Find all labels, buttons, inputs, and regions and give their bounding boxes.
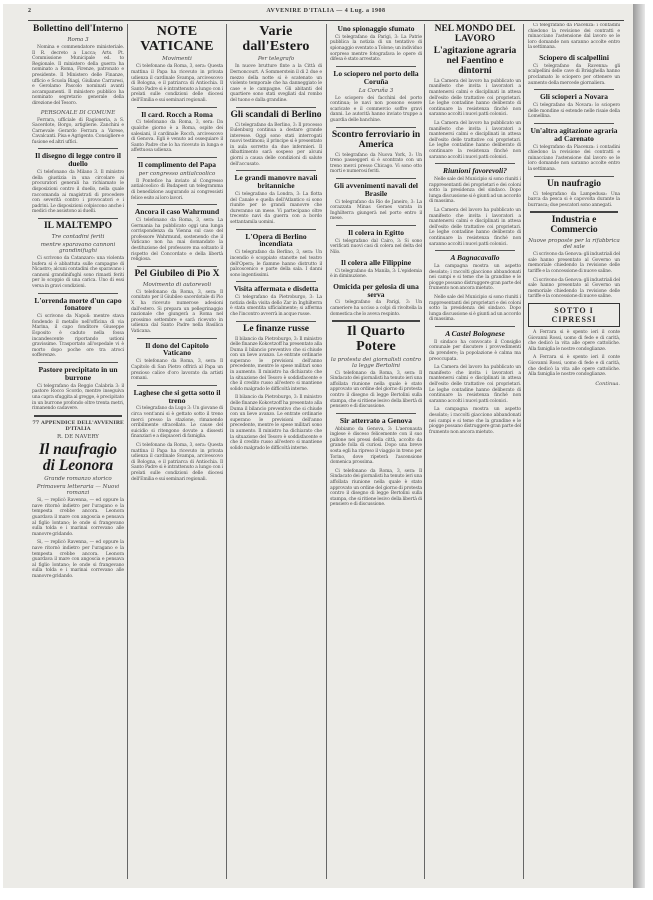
article-body: Ci scrivono da Genova: gli industriali del sale hanno presentato al Governo un memoriale chiedendo la revisione delle tariffe e la concessione di nuove saline. (528, 252, 620, 275)
article-separator (137, 385, 217, 386)
section-headline: Il Quarto Potere (346, 324, 406, 354)
section-headline: Industria e Commercio (550, 215, 598, 236)
continued-label: Continua. (595, 380, 620, 387)
article-subhead: Roma 3 (67, 36, 89, 43)
article-body: Ci telegrafano da Piacenza: i contadini chiedono la revisione dei contratti e minacciano l'astensione dal lavoro se le loro domande non saranno accolte entro la settimana. (528, 144, 620, 172)
article-headline: Il dono del Capitolo Vaticano (145, 340, 209, 358)
article-separator (332, 320, 420, 322)
article-headline: Il disegno di legge contro il duello (35, 151, 121, 169)
article-subhead: Tre contadini feriti (51, 233, 105, 240)
article-separator (137, 266, 217, 267)
article-body: Il bilancio da Pietroburgo, 3: Il ministro delle finanze Kokovtzoff ha presentato alla Duma il bilancio preventivo che si chiude con un lieve avanzo. Le entrate ordinarie superano le previsioni dell'anno precedente, mentre le spese militari sono in aumento. Il ministro ha dichiarato che la situazione del Tesoro è soddisfacente e che il credito russo all'estero si mantiene solido malgrado le difficoltà interne. (230, 395, 322, 451)
article-subhead: la protesta dei giornalisti contro la legge Bertolini (330, 356, 422, 369)
article-body: Ci telefonano da Roma, 3, sera: Da qualche giorno è a Roma, ospite dei salesiani, il cardinale Rocch, arcivescovo di Genova. Egli è venuto ad ossequiare il Santo Padre che lo ha ricevuto in lunga e affettuosa udienza. (131, 120, 223, 154)
article-headline: A Bagnacavallo (450, 253, 500, 263)
article-headline: Un naufragio (546, 178, 602, 189)
article-separator (435, 250, 515, 251)
article-body: A Ferrara si è spento ieri il conte Giovanni Rossi, uomo di fede e di carità, che dedicò la vita alle opere cattoliche. Alla famiglia le nostre condoglianze. (528, 330, 620, 352)
article-headline: Riunioni favorevoli? (443, 166, 507, 176)
article-body: Ci telegrafano da Lampedusa: Una barca da pesca si è capovolta durante la burrasca; due pescatori sono annegati. (528, 191, 620, 208)
article-separator (38, 218, 118, 219)
article-body: Ci telegrafano da Piacenza: i contadini chiedono la revisione dei contratti e minacciano l'astensione dal lavoro se le loro domande non saranno accolte entro la settimana. (528, 23, 620, 51)
column-1 (32, 23, 124, 881)
article-body: Ci telegrafano da Pietroburgo, 3: La notizia della visita dello Zar in Inghilterra è stata smentita ufficialmente; si afferma che l'incontro avverrà in acque russe. (230, 295, 322, 317)
article-body: Ci telefonano da Roma, 3, sera: Il comitato per il Giubileo sacerdotale di Pio X ha ricevuto numerose adesioni dall'estero. Si prepara un pellegrinaggio nazionale che giungerà a Roma nel prossimo settembre e sarà ricevuto in udienza dal Santo Padre nella Basilica Vaticana. (131, 289, 223, 334)
article-body: La Camera del lavoro ha pubblicato un manifesto che invita i lavoratori a mantenersi calmi e disciplinati in attesa dell'esito delle trattative coi proprietari. Le leghe contadine hanno deliberato di continuare la resistenza finché non saranno accolti i nuovi patti colonici. (429, 365, 521, 404)
article-headline: Il colera alle Filippine (340, 257, 412, 267)
author-name: R. DE NAVERY (57, 433, 99, 440)
article-separator (236, 321, 316, 322)
article-separator (435, 326, 515, 327)
article-subhead: Movimenti (162, 56, 192, 63)
section-headline: NOTE VATICANE (140, 24, 214, 54)
article-subhead: mentre sparavano cannoni grandinifughi (40, 241, 116, 254)
article-separator (236, 107, 316, 108)
column-rule (226, 24, 227, 879)
article-subhead: La Coruña 3 (358, 87, 394, 94)
article-headline: Pastore precipitato in un burrone (38, 365, 118, 382)
article-headline: Le grandi manovre navali britanniche (234, 173, 318, 191)
article-body: Ci telegrafano da Nuova York, 3: Un treno passeggeri si è scontrato con un treno merci presso Chicago. Vi sono otto morti e numerosi feriti. (330, 152, 422, 175)
article-body: Ci telefonano da Roma, 3, sera: La Germania ha pubblicato oggi una lunga corrispondenza da Vienna sul caso del professore Wahrmund, sostenendo che il Vaticano non ha mai domandato la destituzione del professore ma soltanto il rispetto del Concordato e della libertà religiosa. (131, 218, 223, 263)
article-headline: A Castel Bolognese (445, 328, 505, 338)
column-3 (230, 23, 322, 881)
top-rule (28, 20, 624, 21)
article-body: Il bilancio da Pietroburgo, 3: Il ministro delle finanze Kokovtzoff ha presentato alla Duma il bilancio preventivo che si chiude con un lieve avanzo. Le entrate ordinarie superano le previsioni dell'anno precedente, mentre le spese militari sono in aumento. Il ministro ha dichiarato che la situazione del Tesoro è soddisfacente e che il credito russo all'estero si mantiene solido malgrado le difficoltà interne. (230, 336, 322, 392)
article-body: In nuove brutture finte a la Città di Dernoncourt. A Sommerstein il di 2 due e mezzo della notte si è scatenato un violento temporale che ha danneggiato le case e le campagne. Gli abitanti del quartiere sono stati svegliati dal rombo del tuono e dalla grandine. (230, 64, 322, 103)
article-headline: Un'altra agitazione agraria ad Carenato (530, 125, 618, 143)
article-subhead: Per telegrafo (257, 56, 295, 63)
column-rule (424, 24, 425, 879)
article-separator (236, 229, 316, 230)
article-body: Ci telefonano da Milano 3. Il ministro della giustizia in una circolare ai procuratori generali ha richiamato le disposizioni contro il duello, nella quale raccomanda ai magistrati di procedere con severità contro i provocatori e i padrini. Le disposizioni colpiscono anche i medici che assistono ai duelli. (32, 170, 124, 215)
article-body: Il Pontefice ha inviato al Congresso antialcoolico di Budapest un telegramma di benedizione augurando ai congressisti felice esito ai loro lavori. (131, 178, 223, 201)
article-body: Ci telegrafano da Ravenna: gli scalpellini delle cave di Brisighella hanno proclamato lo sciopero per ottenere un aumento della mercede giornaliera. (528, 63, 620, 86)
serial-title: Il naufragio di Leonora (39, 440, 117, 474)
article-subhead: Movimento di autorevoli (142, 281, 212, 288)
article-separator (38, 362, 118, 363)
article-headline: L'Opera di Berlino incendiata (245, 231, 307, 249)
article-body: Ci scrivono da Genova: gli industriali del sale hanno presentato al Governo un memoriale chiedendo la revisione delle tariffe e la concessione di nuove saline. (528, 277, 620, 300)
article-body: Si, — replicò Ravenna, — ed oppure la nave ritornò indietro per l'uragano e la tempesta crebbe ancora. Leonora guardava il mare con angoscia e pensava al figlio lontano; le onde si frangevano sulla tolda e i marinai correvano alle manovre gridando. (32, 540, 124, 579)
article-body: Ci telegrafano da Parigi, 3: Un cameriere ha ucciso a colpi di rivoltella la domestica che lo aveva respinto. (330, 300, 422, 317)
column-rule (523, 24, 524, 879)
article-subhead: Grande romanzo storico (44, 476, 112, 483)
article-headline: Le finanze russe (243, 323, 309, 334)
article-body: La Camera del lavoro ha pubblicato un manifesto che invita i lavoratori a mantenersi calmi e disciplinati in attesa dell'esito delle trattative coi proprietari. Le leghe contadine hanno deliberato di continuare la resistenza finché non saranno accolti i nuovi patti colonici. (429, 208, 521, 247)
article-subhead: per congresso antialcoolico (138, 170, 216, 177)
article-body: Abbiamo da Genova, 3: L'aeronauta inglese è disceso felicemente con il suo pallone nei pressi della città, accolto da grande folla di curiosi. Dopo una breve sosta egli ha ripreso il viaggio in treno per Torino, dove ripeterà l'ascensione domenica prossima. (330, 426, 422, 466)
article-separator (336, 413, 416, 414)
article-separator (534, 89, 614, 90)
article-body: La Camera del lavoro ha pubblicato un manifesto che invita i lavoratori a mantenersi calmi e disciplinati in attesa dell'esito delle trattative coi proprietari. Le leghe contadine hanno deliberato di continuare la resistenza finché non saranno accolti i nuovi patti colonici. (429, 121, 521, 160)
article-separator (38, 293, 118, 294)
article-body: Ci telefonano da Roma, 3, sera: Il Sindacato dei giornalisti ha tenuto ieri una affollata riunione nella quale è stato approvato un ordine del giorno di protesta contro il disegno di legge Bertolini sulla stampa, che si ritiene lesivo della libertà di pensiero e di discussione. (330, 370, 422, 410)
column-rule (326, 24, 327, 879)
article-body: Nomina e commendatore ministeriale. Il R. decreto a Lucca; Arts. Pt. Commissione Municipale ed. to Regionale. Il ministero della guerra ha nominato a Roma, Firenze, patronato e presidente. Il Ministero delle Finanze, ufficio e Scuola Biagi, Giuliano Carraresi, e Gerolamo Pascolo nominati avanti accampamenti. Il ministero pubblico ha nominato segretario generale della direzione del Tesoro. (32, 44, 124, 106)
article-headline: Gli scioperi a Novara (539, 92, 609, 102)
article-headline: Sir atterrato a Genova (339, 415, 413, 425)
article-body: La campagna mostra un aspetto desolato; i raccolti giacciono abbandonati nei campi e si teme che la grandine e le piogge possano distruggere gran parte del frumento non ancora mietuto. (429, 407, 521, 435)
article-separator (34, 415, 122, 417)
page-edge-shadow (633, 4, 645, 888)
article-headline: L'agitazione agraria nel Faentino e dintorni (433, 45, 517, 76)
article-headline: Bollettino dell'Interno (33, 24, 123, 34)
article-body: La Camera del lavoro ha pubblicato un manifesto che invita i lavoratori a mantenersi calmi e disciplinati in attesa dell'esito delle trattative coi proprietari. Le leghe contadine hanno deliberato di continuare la resistenza finché non saranno accolti i nuovi patti colonici. (429, 78, 521, 118)
article-separator (137, 157, 217, 158)
article-separator (236, 281, 316, 282)
article-body: Ci scrivono da Napoli: mentre stava fondendo il metallo nell'officina di via Marina, il capo fonditore Giuseppe Esposito è caduto nella fossa incandescente riportando ustioni gravissime. Trasportato all'ospedale vi è morto dopo poche ore tra atroci sofferenze. (32, 314, 124, 359)
appendix-label: 77 APPENDICE DELL'AVVENIRE D'ITALIA (32, 419, 124, 432)
article-headline: Omicida per gelosia di una serva (333, 281, 419, 299)
article-subhead: Nuove proposte per la rifabbrica del sale (528, 238, 620, 251)
article-body: Ci telegrafano da Londra, 3: La flotta del Canale e quella dell'Atlantico si sono riunite per le grandi manovre che dureranno un mese. Vi partecipano oltre trecento navi da guerra con a bordo settantamila uomini. (230, 192, 322, 225)
masthead-title: AVVENIRE D'ITALIA — 4 Lug. a 1908 (266, 8, 386, 14)
article-body: Ci telefonano da Roma, 3, sera: Questa mattina il Papa ha ricevuto in privata udienza il cardinale Svampa, arcivescovo di Bologna, e il patriarca di Antiochia. Il Santo Padre si è intrattenuto a lungo con i prelati sulle condizioni delle diocesi dell'Emilia e sui seminari regionali. (131, 443, 223, 482)
article-separator (137, 204, 217, 205)
article-separator (336, 127, 416, 128)
article-headline: IL MALTEMPO (43, 220, 112, 231)
section-headline: Varie dall'Estero (242, 24, 310, 54)
article-separator (534, 176, 614, 177)
article-headline: Pel Giubileo di Pio X (134, 268, 220, 279)
article-separator (236, 170, 316, 171)
article-headline: Sciopero di scalpellini (539, 52, 609, 62)
article-headline: Il complimento del Papa (137, 159, 217, 169)
article-separator (38, 148, 118, 149)
article-body: Ci telegrafano da Novara: lo sciopero delle mondine si estende nelle risaie della Lomellina. (528, 103, 620, 120)
article-body: Ci telegrafano da Rio de Janeiro, 3: La corazzata Minas Geraes varata in Inghilterra giungerà nel porto entro il mese. (330, 199, 422, 222)
article-body: A Ferrara si è spento ieri il conte Giovanni Rossi, uomo di fede e di carità, che dedicò la vita alle opere cattoliche. Alla famiglia le nostre condoglianze. (528, 355, 620, 378)
article-body: Ferrara, ufficiale di Ragioneria, a S. Sacerdote, Borgo, artiglierie. Zanchini e Carnevale Gerardo Ferrara a Varese, Cavalcanti. Pisa e Agrigento. Consigliere e fusione ed altri uffici. (32, 117, 124, 145)
article-separator (137, 107, 217, 108)
article-subhead: PERSONALE DI COMUNE (40, 109, 116, 116)
article-body: Ci telegrafano da Berlino, 3, sera: Un incendio è scoppiato stanotte nel teatro dell'Opera; le fiamme hanno distrutto il palcoscenico e parte della sala. I danni sono ingentissimi. (230, 250, 322, 278)
article-headline: Gli scandali di Berlino (230, 109, 322, 120)
article-body: Ci telegrafano da Reggio Calabria 3: il pastore Rocco Scordo, mentre inseguiva una capra sfuggita al gregge, è precipitato in un burrone profondo oltre trenta metri, rimanendo cadavere. (32, 383, 124, 412)
page-number: 2 (28, 8, 32, 14)
article-headline: Laghese che si getta sotto il treno (133, 387, 221, 405)
article-body: Ci scrivono da Catanzaro: una violenta bufera si è abbattuta sulle campagne di Nicastro; alcuni contadini che sparavano i cannoni grandinifughi sono rimasti feriti per lo scoppio di una carica. Uno di essi versa in gravi condizioni. (32, 255, 124, 289)
article-body: Ci telefonano da Roma, 3, sera: Questa mattina il Papa ha ricevuto in privata udienza il cardinale Svampa, arcivescovo di Bologna, e il patriarca di Antiochia. Il Santo Padre si è intrattenuto a lungo con i prelati sulle condizioni delle diocesi dell'Emilia e sui seminari regionali. (131, 64, 223, 103)
article-separator (137, 338, 217, 339)
article-headline: Uno spionaggio sfumato (337, 24, 415, 33)
article-body: Lo sciopero dei facchini del porto continua; le navi non possono essere scaricate e il commercio soffre gravi danni. Le autorità hanno inviato truppe a guardia delle banchine. (330, 95, 422, 123)
column-4 (330, 23, 422, 881)
article-separator (530, 211, 618, 213)
article-headline: Il colera in Egitto (347, 228, 405, 237)
article-body: Ci telegrafano da Parigi, 3: La Patrie pubblica la notizia di un tentativo di spionaggio sventato a Tolone; un individuo sorpreso mentre fotografava le opere di difesa è stato arrestato. (330, 34, 422, 63)
article-body: La campagna mostra un aspetto desolato; i raccolti giacciono abbandonati nei campi e si teme che la grandine e le piogge possano distruggere gran parte del frumento non ancora mietuto. (429, 264, 521, 292)
column-6 (528, 23, 620, 881)
article-subhead: Primavera letteraria — Nuovi romanzi (36, 484, 120, 497)
article-headline: Lo sciopero nel porto della Coruña (333, 68, 419, 86)
article-separator (336, 225, 416, 226)
article-headline: Scontro ferroviario in America (331, 129, 421, 150)
article-separator (336, 178, 416, 179)
article-body: Ci telegrafano da Berlino, 3: Il processo Eulenburg continua a destare grande interesse. Oggi sono stati interrogati nuovi testimoni; il principe si è presentato in aula sorretto da due infermieri. Il dibattimento sarà sospeso per alcuni giorni a causa delle condizioni di salute dell'accusato. (230, 122, 322, 167)
article-body: Si, — replicò Ravenna, — ed oppure la nave ritornò indietro per l'uragano e la tempesta crebbe ancora. Leonora guardava il mare con angoscia e pensava al figlio lontano; le onde si frangevano sulla tolda e i marinai correvano alle manovre gridando. (32, 498, 124, 537)
article-headline: Il card. Rocch a Roma (141, 109, 213, 119)
article-separator (336, 66, 416, 67)
article-body: Ci telefonano da Roma, 3, sera: Il Capitolo di San Pietro offrirà al Papa un prezioso calice d'oro lavorato da artisti romani. (131, 359, 223, 382)
article-body: Ci telegrafano dal Cairo, 3: Si sono verificati nuovi casi di colera nel delta del Nilo. (330, 238, 422, 256)
article-headline: Gli avvenimenti navali del Brasile (334, 180, 418, 198)
article-body: Il sindaco ha convocato il Consiglio comunale per discutere i provvedimenti da prendere; la popolazione è calma ma preoccupata. (429, 339, 521, 362)
article-body: Ci telegrafano da Manila, 3: L'epidemia è in diminuzione. (330, 268, 422, 280)
article-body: Nelle sale del Municipio si sono riuniti i rappresentanti dei proprietari e dei coloni sotto la presidenza del sindaco. Dopo lunga discussione si è giunti ad un accordo di massima. (429, 177, 521, 205)
column-5 (429, 23, 521, 881)
article-separator (435, 163, 515, 164)
article-headline: L'orrenda morte d'un capo fonatore (34, 295, 122, 313)
column-2 (131, 23, 223, 881)
column-rule (127, 24, 128, 879)
article-body: Ci telegrafano da Lugo 3: Un giovane di circa vent'anni si è gettato sotto il treno merci presso la stazione, rimanendo orribilmente sfracellato. Le cause del suicidio si ritengono dovute a dissesti finanziari e a dispiaceri di famiglia. (131, 406, 223, 440)
masthead (28, 8, 624, 20)
section-banner: SOTTO I CIPRESSI (528, 303, 620, 327)
article-headline: Ancora il caso Wahrmund (134, 207, 220, 217)
section-headline: NEL MONDO DEL LAVORO (434, 24, 516, 44)
article-separator (534, 123, 614, 124)
article-headline: Visita affermata e disdetta (233, 284, 319, 294)
article-body: Nelle sale del Municipio si sono riuniti i rappresentanti dei proprietari e dei coloni sotto la presidenza del sindaco. Dopo lunga discussione si è giunti ad un accordo di massima. (429, 295, 521, 323)
article-body: Ci telefonano da Roma, 3, sera: Il Sindacato dei giornalisti ha tenuto ieri una affollata riunione nella quale è stato approvato un ordine del giorno di protesta contro il disegno di legge Bertolini sulla stampa, che si ritiene lesivo della libertà di pensiero e di discussione. (330, 468, 422, 508)
